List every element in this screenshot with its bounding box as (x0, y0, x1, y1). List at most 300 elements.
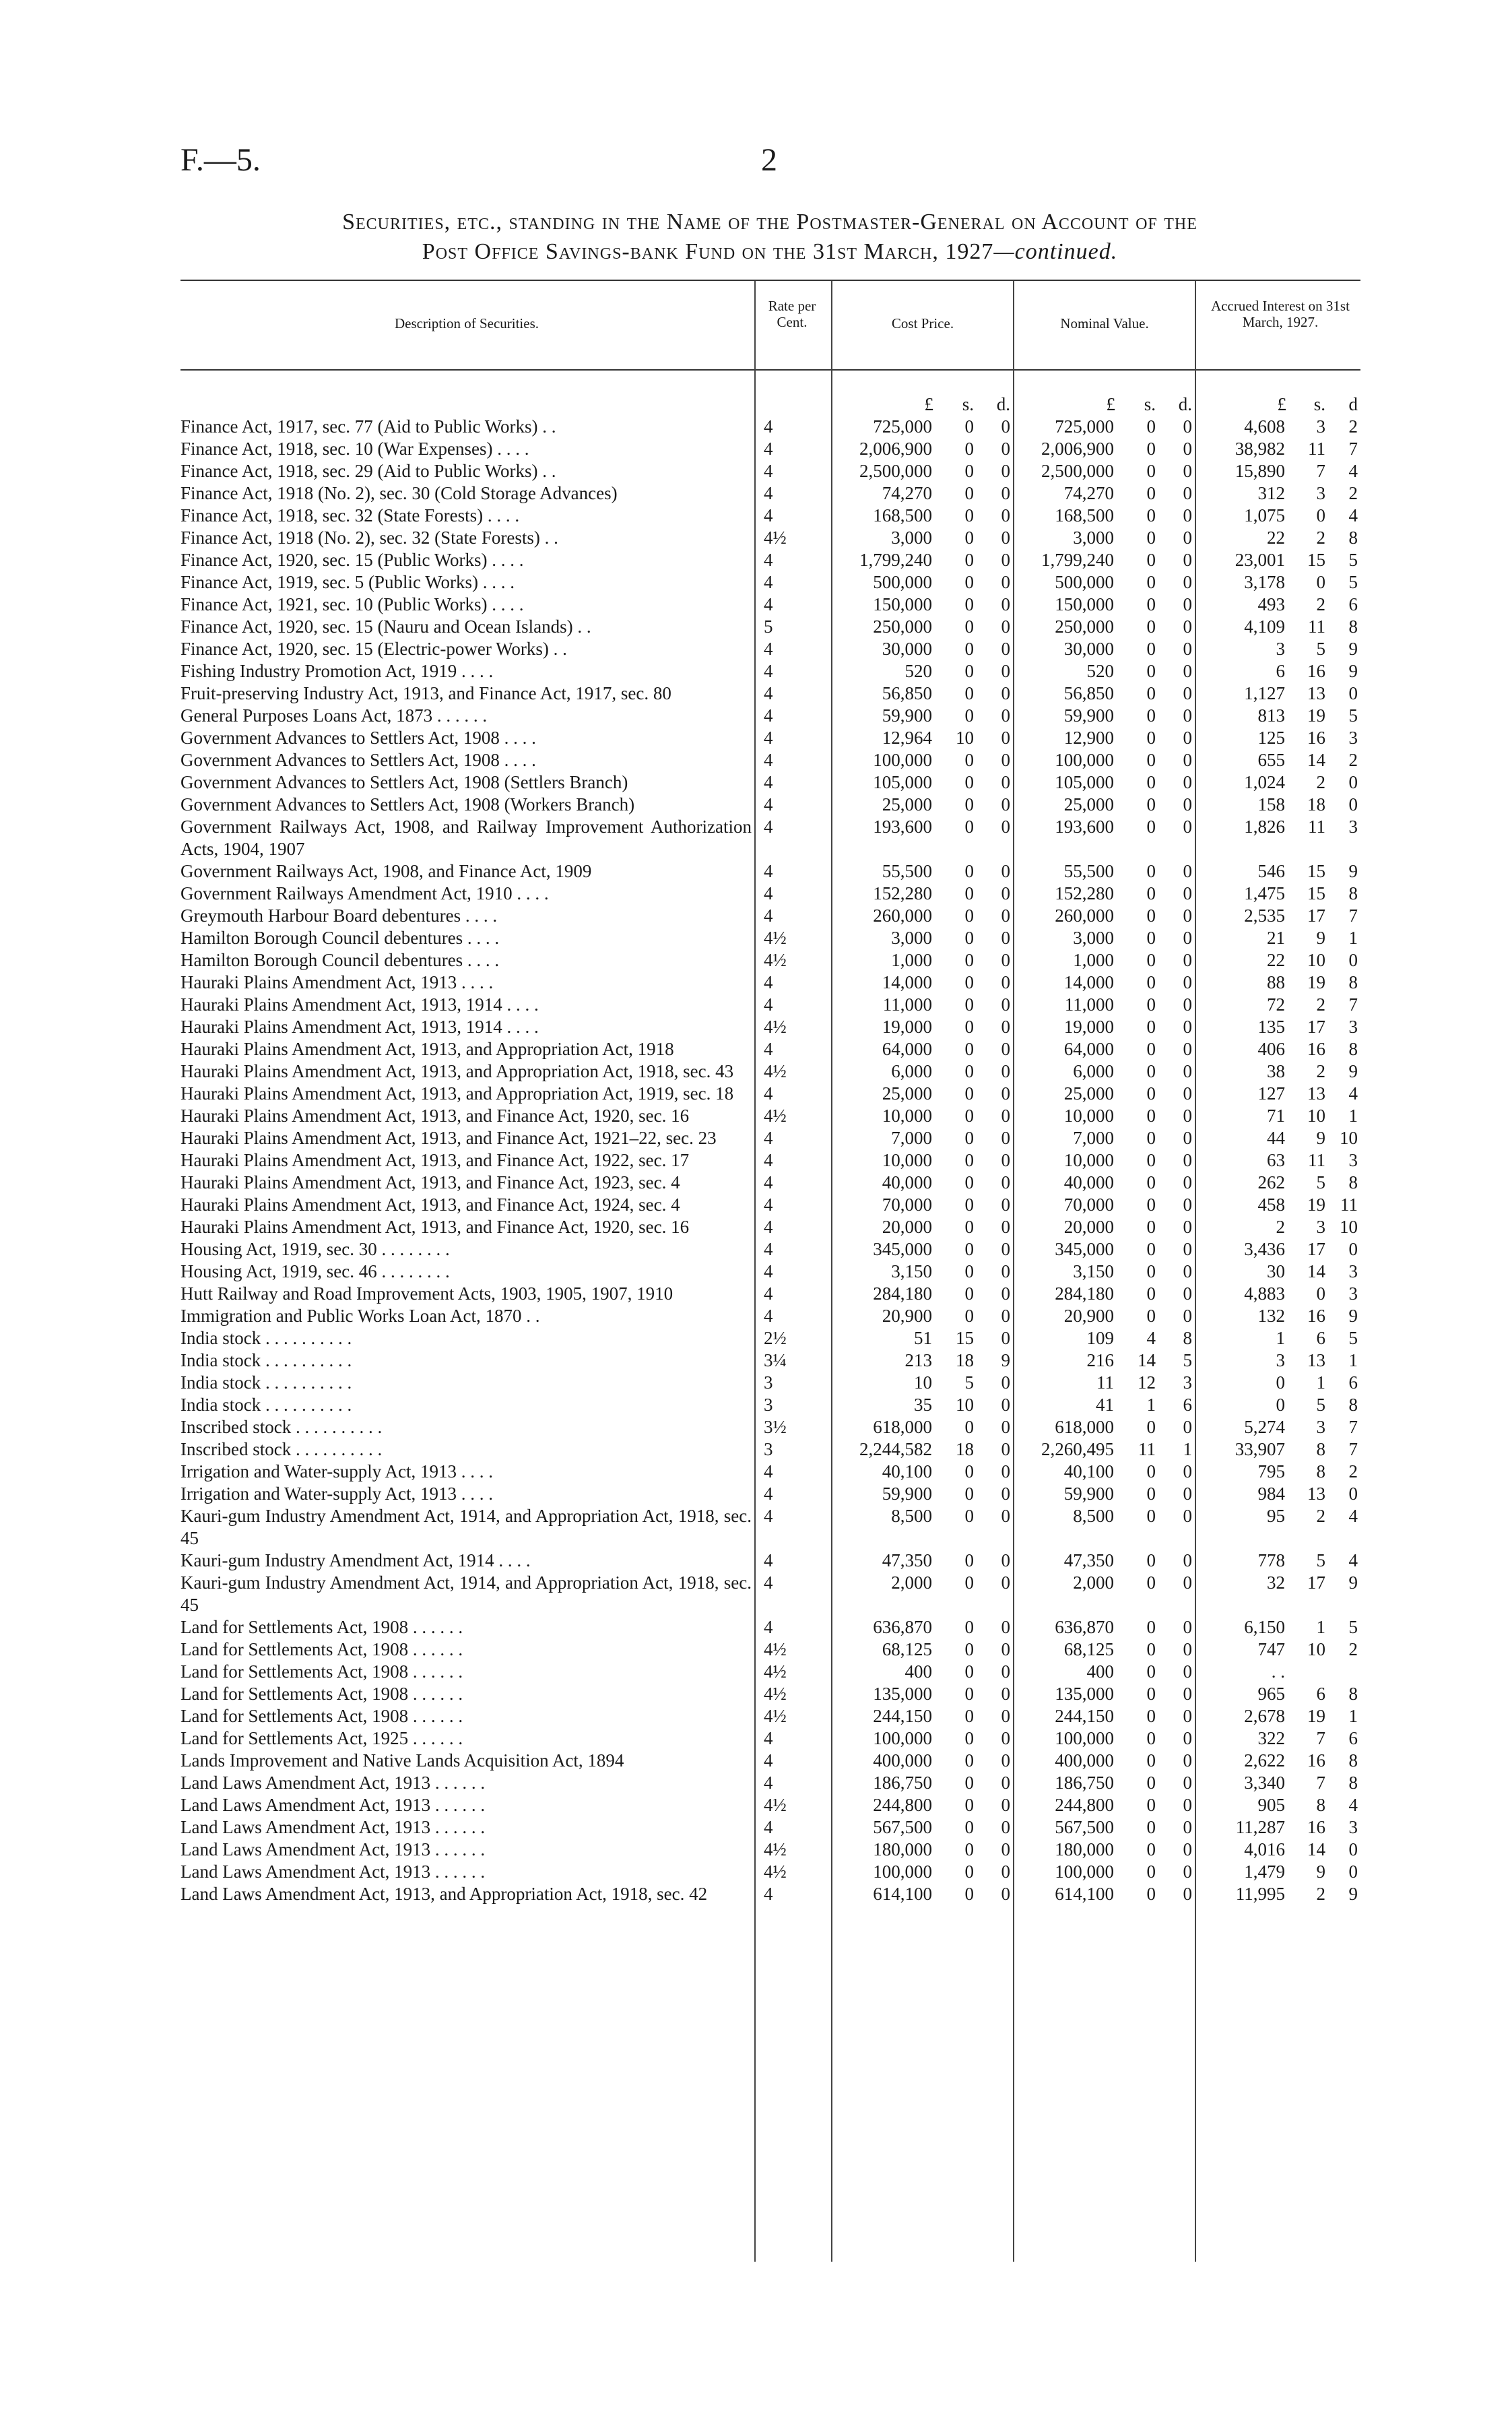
cost-pence: 9 (1001, 1350, 1010, 1370)
nominal-pounds: 1,000 (1073, 950, 1114, 970)
table-row (180, 1327, 1360, 1349)
cost-pounds: 10 (914, 1372, 932, 1393)
nominal-shillings: 11 (1138, 1439, 1156, 1459)
cost-pence: 0 (1001, 1128, 1010, 1148)
cost-pence: 0 (1001, 528, 1010, 548)
rate-per-cent: 4 (764, 883, 773, 903)
interest-pence: 3 (1348, 1283, 1358, 1304)
security-description: Inscribed stock . . . . . . . . . . (180, 1417, 383, 1437)
nominal-pounds: 56,850 (1063, 683, 1114, 703)
table-row (180, 1505, 1360, 1550)
interest-shillings: 19 (1307, 705, 1325, 726)
interest-pence: 1 (1348, 1706, 1358, 1726)
rate-per-cent: 3½ (764, 1417, 787, 1437)
interest-pounds: 778 (1257, 1550, 1285, 1570)
nominal-pence: 0 (1183, 905, 1192, 926)
interest-shillings: 5 (1316, 639, 1325, 659)
rate-per-cent: 3 (764, 1439, 773, 1459)
column-header-nominal: Nominal Value. (1060, 315, 1149, 331)
table-row (180, 1194, 1360, 1216)
nominal-pence: 0 (1183, 1817, 1192, 1837)
interest-pounds: 6 (1276, 661, 1285, 681)
interest-shillings: 13 (1307, 1484, 1325, 1504)
table-row (180, 1105, 1360, 1127)
interest-pence: 0 (1348, 950, 1358, 970)
interest-shillings: 19 (1307, 1195, 1325, 1215)
rate-per-cent: 4 (764, 1617, 773, 1637)
interest-pounds: 493 (1257, 594, 1285, 614)
interest-pence: 3 (1348, 1817, 1358, 1837)
cost-pounds: 400,000 (873, 1750, 932, 1771)
page-code: F.—5. (180, 142, 261, 178)
cost-pounds: 567,500 (873, 1817, 932, 1837)
nominal-penny-unit: d. (1178, 394, 1192, 414)
cost-pence: 0 (1001, 661, 1010, 681)
cost-pounds: 2,244,582 (859, 1439, 932, 1459)
nominal-pounds: 216 (1086, 1350, 1114, 1370)
nominal-shillings: 0 (1146, 1506, 1156, 1526)
column-header-description: Description of Securities. (394, 315, 539, 331)
nominal-shillings: 0 (1146, 616, 1156, 637)
cost-pounds: 100,000 (873, 750, 932, 770)
nominal-shillings: 0 (1146, 528, 1156, 548)
nominal-shillings: 0 (1146, 1550, 1156, 1570)
interest-pounds: 2,678 (1244, 1706, 1285, 1726)
interest-pounds: 3,178 (1244, 572, 1285, 592)
interest-pounds: 72 (1267, 994, 1285, 1015)
nominal-pounds: 6,000 (1073, 1061, 1114, 1081)
nominal-pounds: 105,000 (1055, 772, 1114, 792)
nominal-pounds: 55,500 (1063, 861, 1114, 881)
table-row (180, 1149, 1360, 1172)
interest-shillings: 5 (1316, 1550, 1325, 1570)
cost-shillings: 0 (964, 1306, 974, 1326)
cost-pence: 0 (1001, 728, 1010, 748)
interest-pence: 9 (1348, 1884, 1358, 1904)
interest-pence: 9 (1348, 1572, 1358, 1593)
nominal-pounds: 2,500,000 (1041, 461, 1114, 481)
cost-pence: 0 (1001, 1861, 1010, 1882)
security-description: Government Advances to Settlers Act, 1908 (Workers Branch) (180, 794, 635, 815)
interest-pounds: 4,883 (1244, 1283, 1285, 1304)
nominal-shillings: 0 (1146, 683, 1156, 703)
cost-pence: 0 (1001, 1306, 1010, 1326)
cost-pence: 0 (1001, 794, 1010, 815)
rate-per-cent: 4 (764, 439, 773, 459)
cost-pence: 0 (1001, 439, 1010, 459)
cost-pounds: 14,000 (882, 972, 932, 992)
interest-pounds: 747 (1257, 1639, 1285, 1659)
table-row (180, 1216, 1360, 1238)
nominal-pence: 0 (1183, 594, 1192, 614)
rate-per-cent: 4 (764, 1884, 773, 1904)
interest-pence: 8 (1348, 528, 1358, 548)
rate-per-cent: 4 (764, 1750, 773, 1771)
nominal-shillings: 0 (1146, 1306, 1156, 1326)
rate-per-cent: 4 (764, 1195, 773, 1215)
cost-pounds: 25,000 (882, 1083, 932, 1104)
nominal-pound-unit: £ (1106, 394, 1115, 414)
cost-pence: 0 (1001, 1706, 1010, 1726)
interest-pence: 5 (1348, 705, 1358, 726)
table-row (180, 972, 1360, 994)
rate-per-cent: 4 (764, 1817, 773, 1837)
interest-pounds: 322 (1257, 1728, 1285, 1748)
cost-shillings: 0 (964, 461, 974, 481)
interest-pounds: 655 (1257, 750, 1285, 770)
cost-pounds: 244,150 (873, 1706, 932, 1726)
security-description: Housing Act, 1919, sec. 30 . . . . . . . . (180, 1239, 450, 1259)
security-description: Land for Settlements Act, 1908 . . . . . . (180, 1706, 463, 1726)
interest-shillings: 9 (1316, 1128, 1325, 1148)
table-row (180, 1616, 1360, 1638)
interest-shillings: 10 (1307, 1106, 1325, 1126)
interest-pence: 8 (1348, 1172, 1358, 1192)
nominal-shillings: 0 (1146, 972, 1156, 992)
interest-pence: 0 (1348, 1239, 1358, 1259)
cost-pounds: 2,500,000 (859, 461, 932, 481)
table-row (180, 1394, 1360, 1416)
nominal-pounds: 636,870 (1055, 1617, 1114, 1637)
nominal-shillings: 0 (1146, 1150, 1156, 1170)
nominal-shillings: 0 (1146, 861, 1156, 881)
nominal-shillings: 0 (1146, 905, 1156, 926)
rate-per-cent: 4 (764, 728, 773, 748)
table-row (180, 883, 1360, 905)
interest-pence: 8 (1348, 1039, 1358, 1059)
rate-per-cent: 4½ (764, 1017, 787, 1037)
interest-pence: 1 (1348, 1350, 1358, 1370)
nominal-pounds: 618,000 (1055, 1417, 1114, 1437)
cost-pence: 0 (1001, 1506, 1010, 1526)
nominal-pence: 0 (1183, 1750, 1192, 1771)
cost-pounds: 25,000 (882, 794, 932, 815)
cost-pounds: 10,000 (882, 1106, 932, 1126)
rate-per-cent: 4 (764, 817, 773, 837)
cost-shillings: 0 (964, 550, 974, 570)
cost-pence: 0 (1001, 905, 1010, 926)
nominal-pence: 0 (1183, 1217, 1192, 1237)
nominal-pence: 0 (1183, 1128, 1192, 1148)
cost-pounds: 105,000 (873, 772, 932, 792)
nominal-pence: 0 (1183, 750, 1192, 770)
cost-pounds: 19,000 (882, 1017, 932, 1037)
table-row (180, 1750, 1360, 1772)
nominal-pence: 0 (1183, 1728, 1192, 1748)
rate-per-cent: 4 (764, 861, 773, 881)
nominal-pounds: 3,000 (1073, 928, 1114, 948)
table-row (180, 1127, 1360, 1149)
nominal-pence: 0 (1183, 1461, 1192, 1482)
nominal-pounds: 10,000 (1063, 1106, 1114, 1126)
cost-shillings: 0 (964, 1639, 974, 1659)
interest-shillings: 2 (1316, 1506, 1325, 1526)
interest-pence: 5 (1348, 1617, 1358, 1637)
nominal-pounds: 7,000 (1073, 1128, 1114, 1148)
interest-pounds: 135 (1257, 1017, 1285, 1037)
interest-shillings: 15 (1307, 550, 1325, 570)
cost-shillings: 0 (964, 1128, 974, 1148)
interest-pounds: 1,475 (1244, 883, 1285, 903)
cost-shillings: 0 (964, 772, 974, 792)
cost-pounds: 260,000 (873, 905, 932, 926)
rate-per-cent: 4 (764, 1506, 773, 1526)
rate-per-cent: 4 (764, 1039, 773, 1059)
interest-pounds: 1,075 (1244, 505, 1285, 526)
cost-pence: 0 (1001, 1217, 1010, 1237)
interest-pounds: 4,109 (1244, 616, 1285, 637)
nominal-shillings: 0 (1146, 1639, 1156, 1659)
table-row (180, 860, 1360, 883)
rate-per-cent: 4½ (764, 1839, 787, 1859)
nominal-pence: 0 (1183, 861, 1192, 881)
interest-pence: 4 (1348, 461, 1358, 481)
table-row (180, 660, 1360, 682)
nominal-pounds: 400 (1086, 1661, 1114, 1682)
table-row (180, 1727, 1360, 1750)
table-row (180, 1172, 1360, 1194)
cost-shillings: 0 (964, 439, 974, 459)
nominal-shillings: 0 (1146, 550, 1156, 570)
table-row (180, 460, 1360, 482)
interest-pounds: 5,274 (1244, 1417, 1285, 1437)
nominal-pence: 0 (1183, 1506, 1192, 1526)
interest-shillings: 9 (1316, 1861, 1325, 1882)
nominal-pence: 0 (1183, 1484, 1192, 1504)
security-description: Land Laws Amendment Act, 1913 . . . . . . (180, 1839, 486, 1859)
nominal-pounds: 2,000 (1073, 1572, 1114, 1593)
cost-shillings: 0 (964, 1706, 974, 1726)
cost-pounds: 68,125 (882, 1639, 932, 1659)
cost-pence: 0 (1001, 1839, 1010, 1859)
security-description: Hauraki Plains Amendment Act, 1913, 1914 . . . . (180, 994, 539, 1015)
interest-pounds: . . (1271, 1661, 1285, 1682)
cost-pounds: 400 (905, 1661, 932, 1682)
interest-pounds: 4,016 (1244, 1839, 1285, 1859)
interest-shillings: 2 (1316, 994, 1325, 1015)
interest-pence: 2 (1348, 416, 1358, 437)
nominal-pence: 0 (1183, 1861, 1192, 1882)
table-row (180, 527, 1360, 549)
cost-pence: 0 (1001, 1061, 1010, 1081)
cost-shillings: 0 (964, 1195, 974, 1215)
cost-pounds: 168,500 (873, 505, 932, 526)
nominal-pounds: 725,000 (1055, 416, 1114, 437)
cost-pounds: 40,100 (882, 1461, 932, 1482)
security-description: Land Laws Amendment Act, 1913 . . . . . . (180, 1817, 486, 1837)
nominal-shillings: 0 (1146, 1861, 1156, 1882)
nominal-shillings: 0 (1146, 1039, 1156, 1059)
nominal-pence: 0 (1183, 1773, 1192, 1793)
cost-pounds: 725,000 (873, 416, 932, 437)
nominal-pence: 0 (1183, 505, 1192, 526)
rate-per-cent: 4 (764, 572, 773, 592)
rate-per-cent: 4 (764, 505, 773, 526)
cost-shillings: 0 (964, 1239, 974, 1259)
cost-pounds: 55,500 (882, 861, 932, 881)
rate-per-cent: 4 (764, 416, 773, 437)
column-header-interest: Accrued Interest on 31st March, 1927. (1211, 298, 1350, 330)
cost-pounds: 10,000 (882, 1150, 932, 1170)
table-row (180, 1772, 1360, 1794)
cost-shillings: 0 (964, 1283, 974, 1304)
cost-pence: 0 (1001, 1150, 1010, 1170)
table-row (180, 1238, 1360, 1261)
security-description: Land Laws Amendment Act, 1913, and Appropriation Act, 1918, sec. 42 (180, 1884, 708, 1904)
interest-shillings: 17 (1307, 1239, 1325, 1259)
cost-pence: 0 (1001, 1484, 1010, 1504)
rate-per-cent: 4 (764, 905, 773, 926)
nominal-shillings: 0 (1146, 1283, 1156, 1304)
cost-shillings: 0 (964, 683, 974, 703)
interest-pence: 1 (1348, 1106, 1358, 1126)
interest-pounds: 312 (1257, 483, 1285, 503)
rate-per-cent: 4 (764, 1550, 773, 1570)
nominal-pence: 1 (1183, 1439, 1192, 1459)
nominal-pence: 3 (1183, 1372, 1192, 1393)
nominal-pence: 0 (1183, 1261, 1192, 1281)
table-row (180, 727, 1360, 749)
nominal-pence: 0 (1183, 616, 1192, 637)
cost-pence: 0 (1001, 683, 1010, 703)
cost-shillings: 0 (964, 1795, 974, 1815)
column-header-rate: Rate per Cent. (768, 298, 816, 330)
security-description: Fruit-preserving Industry Act, 1913, and Finance Act, 1917, sec. 80 (180, 683, 671, 703)
rate-per-cent: 2½ (764, 1328, 787, 1348)
interest-pence: 5 (1348, 1328, 1358, 1348)
interest-pence: 8 (1348, 616, 1358, 637)
interest-pence: 8 (1348, 883, 1358, 903)
interest-pence: 6 (1348, 1372, 1358, 1393)
nominal-pence: 8 (1183, 1328, 1192, 1348)
cost-shillings: 0 (964, 1884, 974, 1904)
nominal-pence: 0 (1183, 994, 1192, 1015)
nominal-pounds: 152,280 (1055, 883, 1114, 903)
cost-shillings: 5 (964, 1372, 974, 1393)
security-description: Government Railways Amendment Act, 1910 . . . . (180, 883, 549, 903)
interest-pounds: 30 (1267, 1261, 1285, 1281)
interest-pence: 7 (1348, 905, 1358, 926)
cost-pounds: 1,000 (891, 950, 932, 970)
rate-per-cent: 4 (764, 639, 773, 659)
interest-pounds: 1,826 (1244, 817, 1285, 837)
nominal-shillings: 0 (1146, 639, 1156, 659)
nominal-pounds: 19,000 (1063, 1017, 1114, 1037)
table-row (180, 949, 1360, 972)
rate-per-cent: 4 (764, 550, 773, 570)
nominal-pence: 0 (1183, 705, 1192, 726)
interest-pence: 2 (1348, 483, 1358, 503)
interest-shillings: 16 (1307, 1306, 1325, 1326)
cost-pounds: 8,500 (891, 1506, 932, 1526)
cost-pounds: 30,000 (882, 639, 932, 659)
table-row (180, 1794, 1360, 1816)
cost-pence: 0 (1001, 1372, 1010, 1393)
title-line-1: Securities, etc., standing in the Name of the Postmaster-General on Account of the (342, 210, 1197, 234)
interest-shillings: 9 (1316, 928, 1325, 948)
nominal-pence: 0 (1183, 639, 1192, 659)
nominal-pounds: 168,500 (1055, 505, 1114, 526)
cost-shillings: 0 (964, 1661, 974, 1682)
rate-per-cent: 4½ (764, 1061, 787, 1081)
security-description: Hauraki Plains Amendment Act, 1913, and Appropriation Act, 1919, sec. 18 (180, 1083, 734, 1104)
interest-shillings: 15 (1307, 861, 1325, 881)
table-row (180, 571, 1360, 594)
interest-pounds: 11,287 (1235, 1817, 1285, 1837)
cost-shillings: 0 (964, 1261, 974, 1281)
cost-pence: 0 (1001, 1795, 1010, 1815)
rate-per-cent: 4½ (764, 1639, 787, 1659)
interest-pounds: 158 (1257, 794, 1285, 815)
securities-table (180, 393, 1360, 1905)
table-row (180, 1839, 1360, 1861)
nominal-pence: 0 (1183, 1661, 1192, 1682)
rate-per-cent: 4 (764, 1728, 773, 1748)
cost-shillings: 0 (964, 416, 974, 437)
rate-per-cent: 4 (764, 1217, 773, 1237)
cost-shillings: 0 (964, 1217, 974, 1237)
nominal-shillings: 0 (1146, 1706, 1156, 1726)
table-row (180, 1438, 1360, 1461)
table-row (180, 482, 1360, 505)
cost-pence: 0 (1001, 1395, 1010, 1415)
cost-pence: 0 (1001, 950, 1010, 970)
interest-shillings: 11 (1308, 616, 1325, 637)
nominal-shillings: 0 (1146, 772, 1156, 792)
nominal-pounds: 1,799,240 (1041, 550, 1114, 570)
interest-pounds: 1,479 (1244, 1861, 1285, 1882)
nominal-pounds: 11,000 (1064, 994, 1114, 1015)
cost-pence: 0 (1001, 994, 1010, 1015)
cost-pence: 0 (1001, 1661, 1010, 1682)
interest-pence: 0 (1348, 1861, 1358, 1882)
cost-pounds: 74,270 (882, 483, 932, 503)
cost-shillings: 0 (964, 1150, 974, 1170)
interest-pounds: 22 (1267, 528, 1285, 548)
nominal-pence: 0 (1183, 1283, 1192, 1304)
table-row (180, 1683, 1360, 1705)
security-description: Finance Act, 1918 (No. 2), sec. 30 (Cold Storage Advances) (180, 483, 618, 503)
interest-pence: 8 (1348, 972, 1358, 992)
security-description: General Purposes Loans Act, 1873 . . . . . . (180, 705, 488, 726)
cost-shillings: 0 (964, 1461, 974, 1482)
interest-pounds: 458 (1257, 1195, 1285, 1215)
interest-shillings: 1 (1316, 1617, 1325, 1637)
rate-per-cent: 4 (764, 1572, 773, 1593)
nominal-pence: 0 (1183, 416, 1192, 437)
cost-pound-unit: £ (924, 394, 933, 414)
nominal-shillings: 0 (1146, 1773, 1156, 1793)
interest-pence: 3 (1348, 728, 1358, 748)
table-row (180, 1372, 1360, 1394)
interest-shillings: 2 (1316, 772, 1325, 792)
nominal-pounds: 567,500 (1055, 1817, 1114, 1837)
nominal-pence: 0 (1183, 794, 1192, 815)
security-description: Government Advances to Settlers Act, 1908 (Settlers Branch) (180, 772, 628, 792)
interest-pence: 9 (1348, 1061, 1358, 1081)
nominal-shillings: 0 (1146, 1684, 1156, 1704)
interest-shillings: 6 (1316, 1328, 1325, 1348)
interest-pence: 4 (1348, 1506, 1358, 1526)
cost-pence: 0 (1001, 861, 1010, 881)
security-description: Hauraki Plains Amendment Act, 1913, 1914 . . . . (180, 1017, 539, 1037)
cost-pence: 0 (1001, 1017, 1010, 1037)
cost-pence: 0 (1001, 1439, 1010, 1459)
rate-per-cent: 4½ (764, 1661, 787, 1682)
cost-pounds: 11,000 (882, 994, 932, 1015)
interest-pence: 6 (1348, 594, 1358, 614)
cost-pence: 0 (1001, 1261, 1010, 1281)
